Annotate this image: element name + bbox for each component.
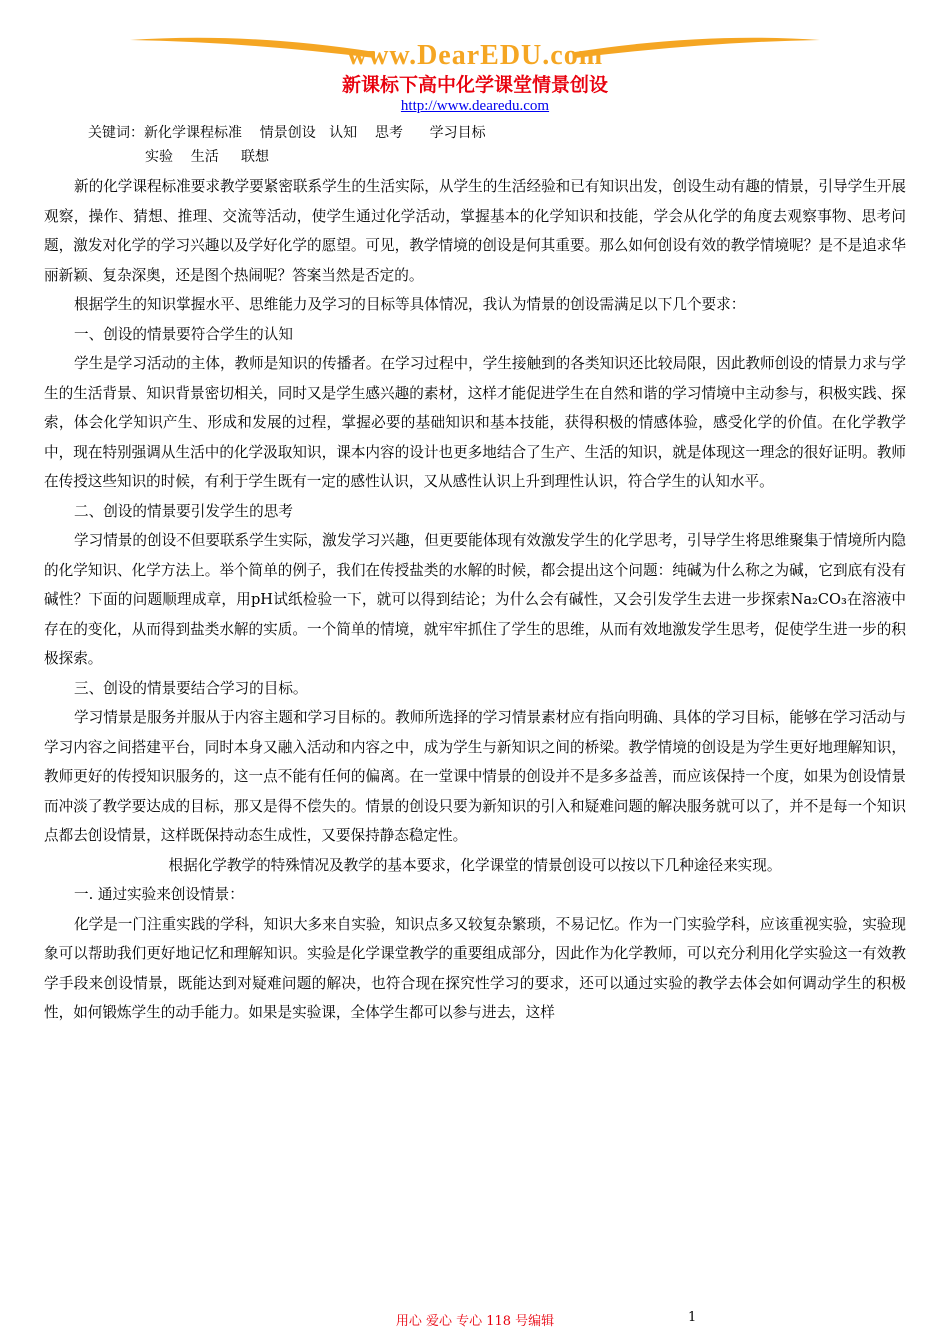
paragraph-section-1: 学生是学习活动的主体，教师是知识的传播者。在学习过程中，学生接触到的各类知识还比较局限，因此教师创设的情景力求与学生的生活背景、知识背景密切相关，同时又是学生感兴趣的素材，这样才能促进学生在自然和谐的学习情境中主动参与，积极实践、探索，体会化学知识产生、形成和发展的过程，掌握必要的基础知识和基本技能，获得积极的情感体验，感受化学的价值。在化学教学中，现在特别强调从生活中的化学汲取知识，课本内容的设计也更多地结合了生产、生活的知识，就是体现这一理念的很好证明。教师在传授这些知识的时候，有利于学生既有一定的感性认识，又从感性认识上升到理性认识，符合学生的认知水平。 (44, 355, 906, 490)
paragraph-experiment: 化学是一门注重实践的学科，知识大多来自实验，知识点多又较复杂繁琐，不易记忆。作为一门实验学科，应该重视实验，实验现象可以帮助我们更好地记忆和理解知识。实验是化学课堂教学的重要组成部分，因此作为化学教师，可以充分利用化学实验这一有效教学手段来创设情景，既能达到对疑难问题的解决，也符合现在探究性学习的要求，还可以通过实验的教学去体会如何调动学生的积极性，如何锻炼学生的动手能力。如果是实验课，全体学生都可以参与进去，这样 (44, 915, 906, 1021)
document-title: 新课标下高中化学课堂情景创设 (341, 74, 608, 96)
keywords-line-1: 关键词：新化学课程标准 情景创设 认知 思考 学习目标 (88, 125, 486, 141)
page-number: 1 (688, 1310, 697, 1325)
article-body (44, 172, 906, 1028)
paragraph-approaches: 根据化学教学的特殊情况及教学的基本要求，化学课堂的情景创设可以按以下几种途径来实现。 (168, 856, 782, 874)
paragraph-section-2: 学习情景的创设不但要联系学生实际，激发学习兴趣，但更要能体现有效激发学生的化学思考，引导学生将思维聚集于情境所内隐的化学知识、化学方法上。举个简单的例子，我们在传授盐类的水解的时候，都会提出这个问题：纯碱为什么称之为碱，它到底有没有碱性？下面的问题顺理成章，用pH试纸检验一下，就可以得到结论；为什么会有碱性，又会引发学生去进一步探索Na₂CO₃在溶液中存在的变化，从而得到盐类水解的实质。一个简单的情境，就牢牢抓住了学生的思维，从而有效地激发学生思考，促使学生进一步的积极探索。 (44, 532, 906, 667)
subsection-heading-1: 一. 通过实验来创设情景： (74, 886, 244, 903)
site-logo-text: www.DearEDU.com (346, 40, 604, 71)
footer-note: 用心 爱心 专心 118 号编辑 (395, 1314, 555, 1329)
paragraph-requirements: 根据学生的知识掌握水平、思维能力及学习的目标等具体情况，我认为情景的创设需满足以下几个要求： (74, 296, 746, 313)
section-heading-1: 一、创设的情景要符合学生的认知 (74, 325, 293, 343)
keywords-line-2: 实验 生活 联想 (145, 149, 270, 165)
section-heading-2: 二、创设的情景要引发学生的思考 (74, 502, 293, 520)
paragraph-intro: 新的化学课程标准要求教学要紧密联系学生的生活实际，从学生的生活经验和已有知识出发，创设生动有趣的情景，引导学生开展观察，操作、猜想、推理、交流等活动，使学生通过化学活动，掌握基本的化学知识和技能，学会从化学的角度去观察事物、思考问题，激发对化学的学习兴趣以及学好化学的愿望。可见，教学情境的创设是何其重要。那么如何创设有效的教学情境呢？是不是追求华丽新颖、复杂深奥，还是图个热闹呢？答案当然是否定的。 (44, 178, 906, 284)
paragraph-section-3: 学习情景是服务并服从于内容主题和学习目标的。教师所选择的学习情景素材应有指向明确、具体的学习目标，能够在学习活动与学习内容之间搭建平台，同时本身又融入活动和内容之中，成为学生与新知识之间的桥梁。教学情境的创设是为学生更好地理解知识，教师更好的传授知识服务的，这一点不能有任何的偏离。在一堂课中情景的创设并不是多多益善，而应该保持一个度，如果为创设情景而冲淡了教学要达成的目标，那又是得不偿失的。情景的创设只要为新知识的引入和疑难问题的解决服务就可以了，并不是每一个知识点都去创设情景，这样既保持动态生成性，又要保持静态稳定性。 (44, 709, 906, 844)
source-link[interactable]: http://www.dearedu.com (400, 98, 550, 114)
section-heading-3: 三、创设的情景要结合学习的目标。 (74, 679, 308, 697)
